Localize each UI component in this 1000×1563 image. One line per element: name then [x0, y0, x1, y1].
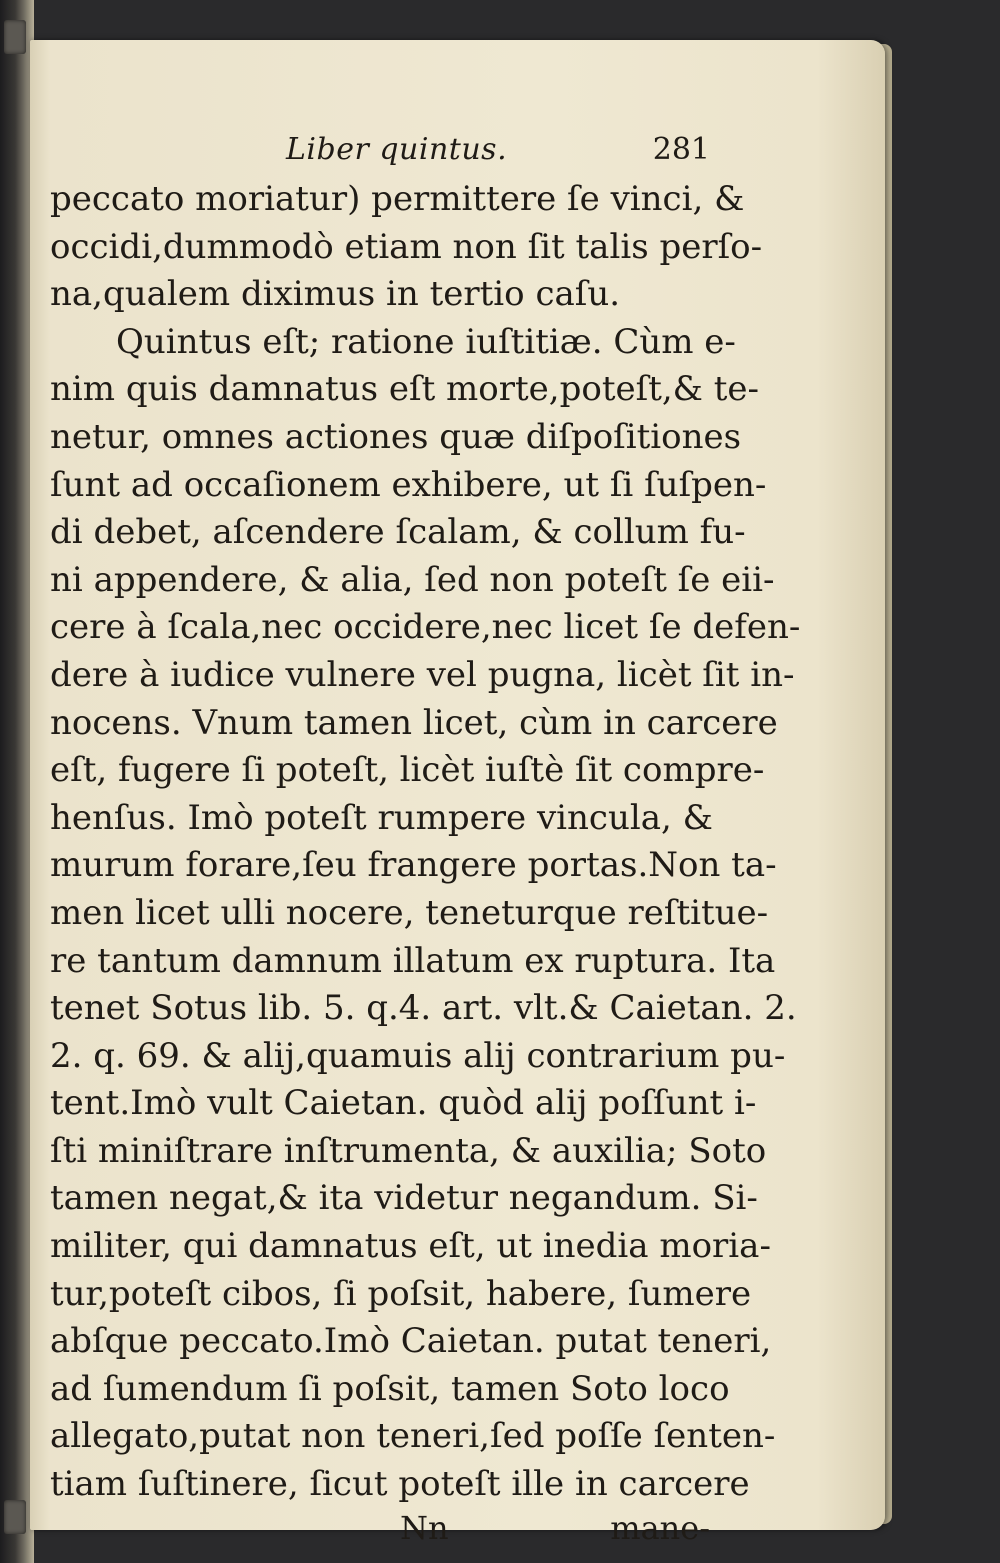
- text-line: murum forare,ſeu frangere portas.Non ta-: [50, 845, 777, 886]
- text-line: tamen negat,& ita videtur negandum. Si-: [50, 1178, 758, 1219]
- text-line: di debet, aſcendere ſcalam, & collum fu-: [50, 512, 746, 553]
- text-line: allegato,putat non teneri,ſed poſſe ſenten-: [50, 1416, 776, 1457]
- text-line: tur,poteſt cibos, ſi poſsit, habere, ſumere: [50, 1273, 752, 1314]
- text-line: eſt, fugere ſi poteſt, licèt iuſtè ſit compre-: [50, 750, 765, 791]
- page-text-block: [50, 128, 801, 1557]
- text-line: cere à ſcala,nec occidere,nec licet ſe defen-: [50, 607, 801, 648]
- book-binding-edge: [0, 0, 34, 1563]
- text-line: militer, qui damnatus eſt, ut inedia moria-: [50, 1226, 771, 1267]
- text-line: ni appendere, & alia, ſed non poteſt ſe eii-: [50, 559, 775, 600]
- text-line: ſti miniſtrare inſtrumenta, & auxilia; Soto: [50, 1130, 767, 1171]
- text-line: tiam ſuſtinere, ſicut poteſt ille in carcere: [50, 1464, 750, 1505]
- text-line: netur, omnes actiones quæ diſpoſitiones: [50, 416, 742, 457]
- text-line: dere à iudice vulnere vel pugna, licèt ſit in-: [50, 654, 795, 695]
- page-header: [50, 128, 710, 176]
- text-line: re tantum damnum illatum ex ruptura. Ita: [50, 940, 776, 981]
- text-line: ad ſumendum ſi poſsit, tamen Soto loco: [50, 1368, 730, 1409]
- text-line: Quintus eſt; ratione iuſtitiæ. Cùm e-: [116, 321, 736, 362]
- text-line: men licet ulli nocere, teneturque reſtitue-: [50, 892, 769, 933]
- running-head: Liber quintus.: [286, 132, 508, 167]
- text-line: tenet Sotus lib. 5. q.4. art. vlt.& Caietan. 2.: [50, 988, 797, 1029]
- text-line: tent.Imò vult Caietan. quòd alij poſſunt i-: [50, 1083, 757, 1124]
- text-line: na,qualem diximus in tertio caſu.: [50, 274, 621, 315]
- text-line: abſque peccato.Imò Caietan. putat teneri,: [50, 1321, 772, 1362]
- body-text: [50, 176, 801, 1509]
- page-footer: [50, 1509, 710, 1557]
- text-line: peccato moriatur) permittere ſe vinci, &: [50, 179, 745, 219]
- text-line: henſus. Imò poteſt rumpere vincula, &: [50, 797, 713, 838]
- binding-clasp-top: [4, 20, 26, 54]
- catchword: mane-: [610, 1508, 710, 1547]
- page-number: 281: [652, 132, 710, 167]
- text-line: nim quis damnatus eſt morte,poteſt,& te-: [50, 369, 760, 410]
- text-line: occidi,dummodò etiam non ſit talis perſo-: [50, 226, 763, 267]
- text-line: ſunt ad occaſionem exhibere, ut ſi ſuſpen-: [50, 464, 767, 505]
- binding-clasp-bottom: [4, 1500, 26, 1534]
- signature-mark: Nn: [400, 1508, 449, 1547]
- text-line: nocens. Vnum tamen licet, cùm in carcere: [50, 702, 778, 743]
- text-line: 2. q. 69. & alij,quamuis alij contrarium pu-: [50, 1035, 786, 1076]
